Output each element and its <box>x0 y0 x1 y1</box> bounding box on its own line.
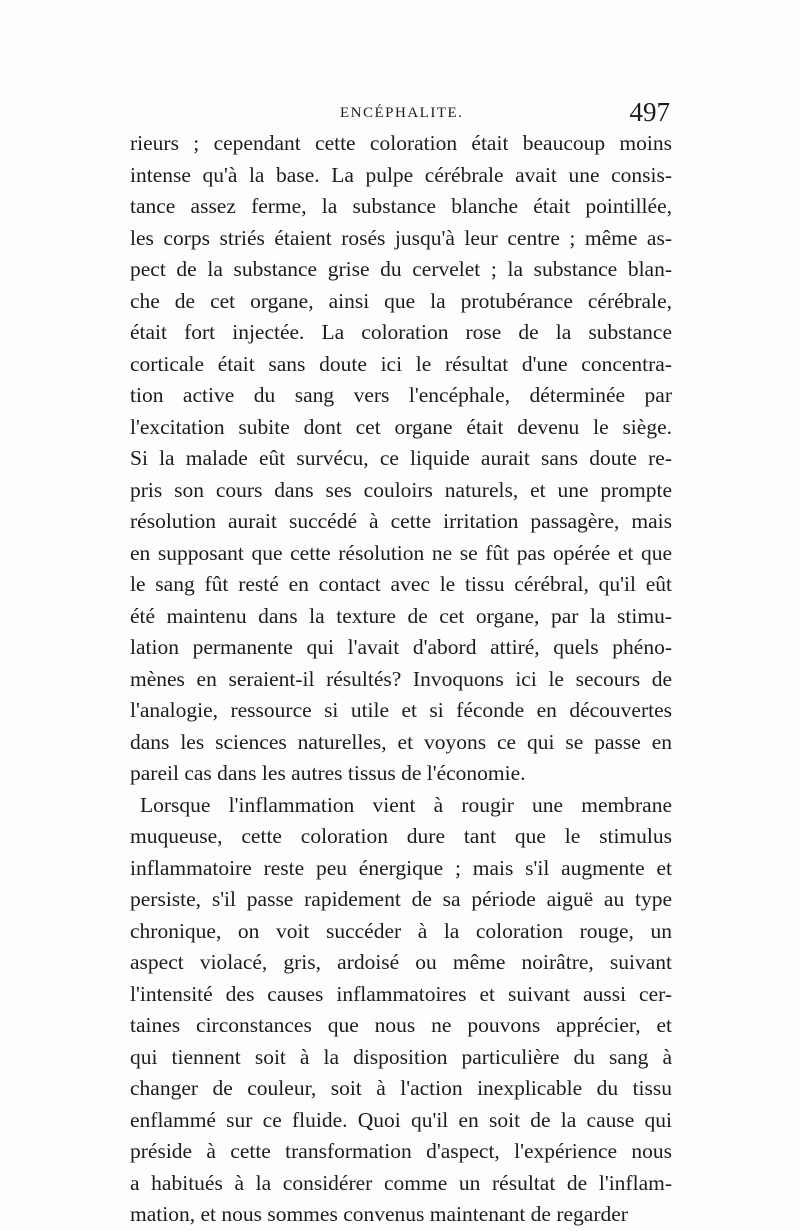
text-line: intense qu'à la base. La pulpe cérébrale avait une consis- <box>130 162 672 187</box>
text-line: enflammé sur ce fluide. Quoi qu'il en soit de la cause qui <box>130 1107 672 1132</box>
text-line: muqueuse, cette coloration dure tant que le stimulus <box>130 824 672 848</box>
text-line: le sang fût resté en contact avec le tissu cérébral, qu'il eût <box>130 572 672 596</box>
text-line: mation, et nous sommes convenus maintenant de regarder <box>130 1202 628 1226</box>
text-line: l'excitation subite dont cet organe était devenu le siège. <box>130 414 672 439</box>
text-line: l'analogie, ressource si utile et si féconde en découvertes <box>130 698 672 722</box>
text-line: a habitués à la considérer comme un résultat de l'inflam- <box>130 1170 672 1195</box>
text-line: mènes en seraient-il résultés? Invoquons ici le secours de <box>130 666 672 691</box>
text-line: rieurs ; cependant cette coloration était beaucoup moins <box>130 131 672 155</box>
text-line: aspect violacé, gris, ardoisé ou même noirâtre, suivant <box>130 950 672 974</box>
running-head <box>130 97 670 129</box>
text-line: en supposant que cette résolution ne se fût pas opérée et que <box>130 540 672 565</box>
text-line: tion active du sang vers l'encéphale, déterminée par <box>130 383 672 407</box>
text-line: qui tiennent soit à la disposition particulière du sang à <box>130 1044 672 1069</box>
text-line: pect de la substance grise du cervelet ; la substance blan- <box>130 257 672 281</box>
text-line: l'intensité des causes inflammatoires et suivant aussi cer- <box>130 981 672 1006</box>
text-line: dans les sciences naturelles, et voyons ce qui se passe en <box>130 729 672 754</box>
text-line: che de cet organe, ainsi que la protubérance cérébrale, <box>130 288 672 313</box>
text-line: pris son cours dans ses couloirs naturels, et une prompte <box>130 477 672 502</box>
text-line: préside à cette transformation d'aspect, l'expérience nous <box>130 1139 672 1163</box>
text-line: persiste, s'il passe rapidement de sa période aiguë au type <box>130 887 672 911</box>
text-line: tance assez ferme, la substance blanche était pointillée, <box>130 194 672 218</box>
text-line: changer de couleur, soit à l'action inexplicable du tissu <box>130 1076 672 1100</box>
text-line: les corps striés étaient rosés jusqu'à leur centre ; même as- <box>130 225 672 250</box>
text-line: était fort injectée. La coloration rose de la substance <box>130 320 672 344</box>
body-text <box>130 128 672 1231</box>
text-line: Lorsque l'inflammation vient à rougir une membrane <box>140 792 672 817</box>
text-line: inflammatoire reste peu énergique ; mais s'il augmente et <box>130 855 672 880</box>
running-title: ENCÉPHALITE. <box>340 105 464 121</box>
text-line: pareil cas dans les autres tissus de l'économie. <box>130 761 526 785</box>
page-number: 497 <box>629 97 670 127</box>
text-line: lation permanente qui l'avait d'abord attiré, quels phéno- <box>130 635 672 659</box>
text-line: résolution aurait succédé à cette irritation passagère, mais <box>130 509 672 533</box>
text-line: été maintenu dans la texture de cet organe, par la stimu- <box>130 603 672 628</box>
text-line: taines circonstances que nous ne pouvons apprécier, et <box>130 1013 672 1037</box>
text-line: Si la malade eût survécu, ce liquide aurait sans doute re- <box>130 446 672 470</box>
text-line: corticale était sans doute ici le résultat d'une concentra- <box>130 351 672 376</box>
text-line: chronique, on voit succéder à la coloration rouge, un <box>130 918 672 943</box>
